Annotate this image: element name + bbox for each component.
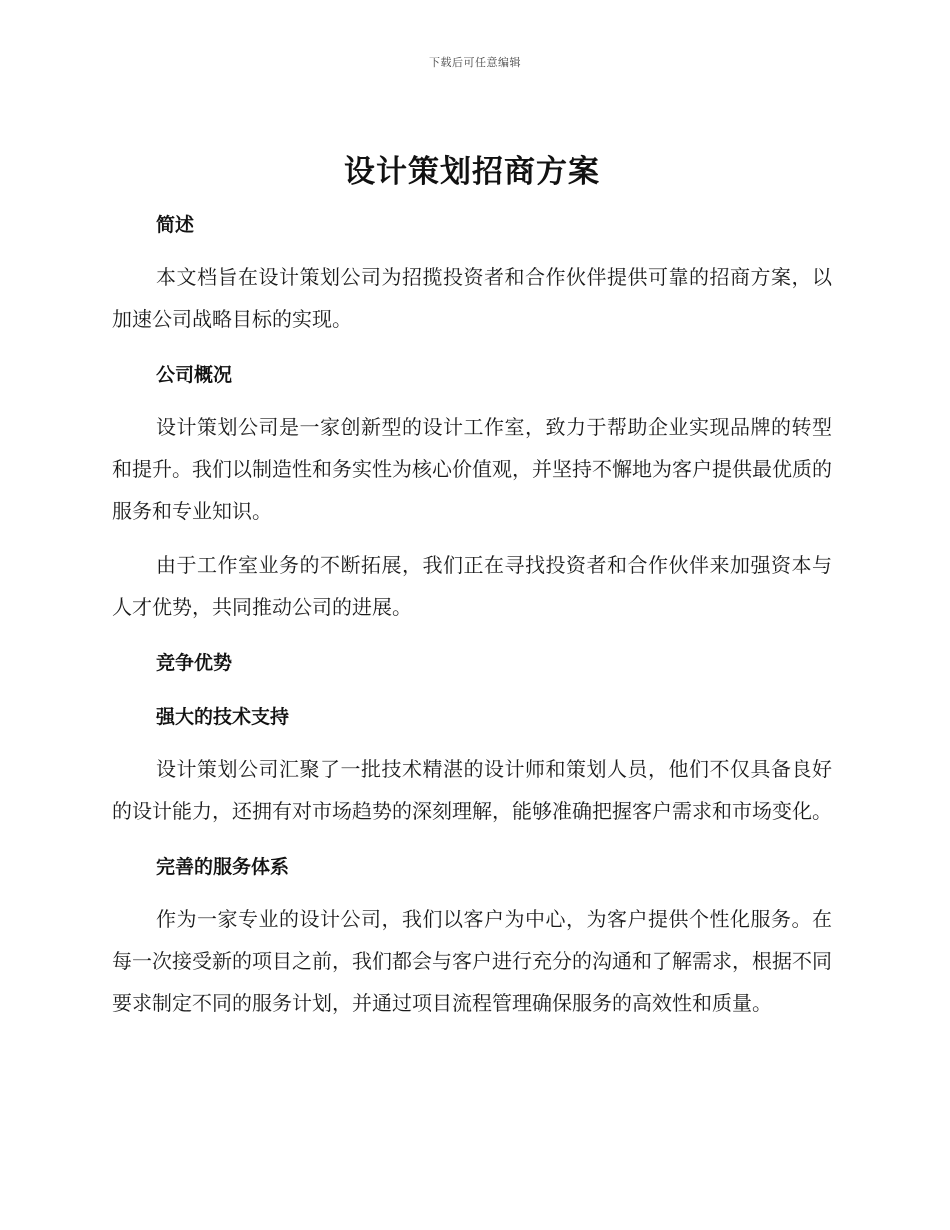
section-heading-competitive-advantages: 竞争优势 <box>156 652 233 674</box>
paragraph-overview: 本文档旨在设计策划公司为招揽投资者和合作伙伴提供可靠的招商方案，以加速公司战略目标的实现。 <box>112 265 832 331</box>
paragraph-company-profile-1: 设计策划公司是一家创新型的设计工作室，致力于帮助企业实现品牌的转型和提升。我们以制造性和务实性为核心价值观，并坚持不懈地为客户提供最优质的服务和专业知识。 <box>112 415 832 523</box>
paragraph-service-system: 作为一家专业的设计公司，我们以客户为中心，为客户提供个性化服务。在每一次接受新的项目之前，我们都会与客户进行充分的沟通和了解需求，根据不同要求制定不同的服务计划，并通过项目流程管理确保服务的高效性和质量。 <box>112 907 832 1015</box>
paragraph-company-profile-2: 由于工作室业务的不断拓展，我们正在寻找投资者和合作伙伴来加强资本与人才优势，共同推动公司的进展。 <box>112 553 832 619</box>
section-heading-technical-support: 强大的技术支持 <box>156 706 290 728</box>
document-body <box>112 146 832 1024</box>
page-header: 下载后可任意编辑 <box>429 56 521 69</box>
section-heading-company-profile: 公司概况 <box>156 364 233 386</box>
document-title: 设计策划招商方案 <box>344 154 600 190</box>
paragraph-technical-support: 设计策划公司汇聚了一批技术精湛的设计师和策划人员，他们不仅具备良好的设计能力，还拥有对市场趋势的深刻理解，能够准确把握客户需求和市场变化。 <box>112 757 832 823</box>
section-heading-service-system: 完善的服务体系 <box>156 856 290 878</box>
section-heading-overview: 简述 <box>156 214 195 236</box>
